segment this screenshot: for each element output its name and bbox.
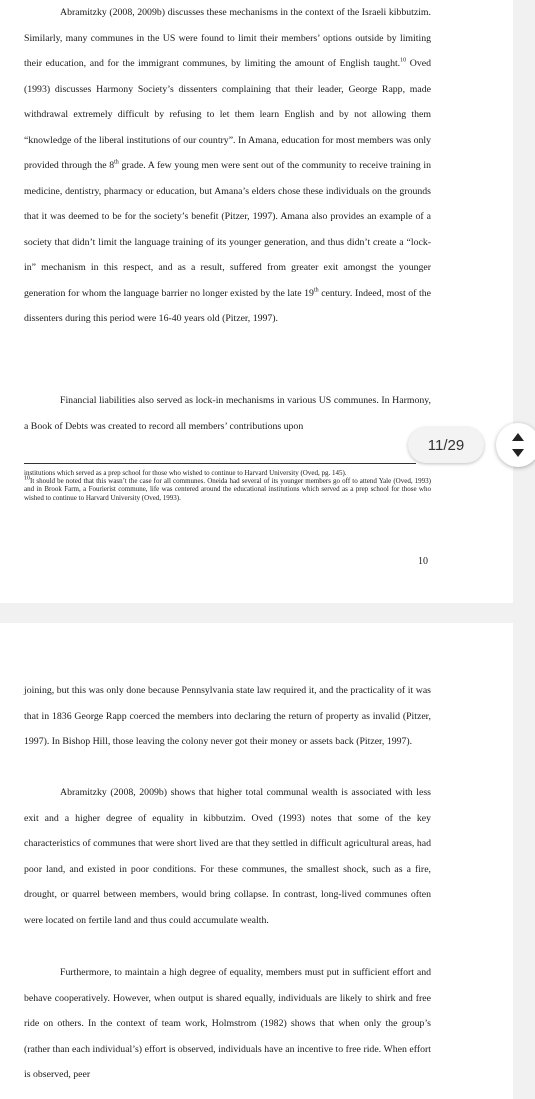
page-counter: 11/29: [408, 427, 484, 463]
body-paragraph: joining, but this was only done because Pennsylvania state law required it, and the practicality of it was that in 1836 George Rapp coerced the members into declaring the return of property as invalid (Pitzer, 1997). In Bishop Hill, those leaving the colony never got their money or assets back (Pitzer, 1997).: [24, 685, 431, 747]
body-paragraph: Abramitzky (2008, 2009b) shows that higher total communal wealth is associated with less exit and a higher degree of equality in kibbutzim. Oved (1993) notes that some of the key characteristics of communes that were short lived are that they settled in difficult agricultural areas, had poor land, and existed in poor conditions. For these communes, the smallest shock, such as a fire, drought, or quarrel between members, would bring collapse. In contrast, long-lived communes often were located on fertile land and thus could accumulate wealth.: [24, 787, 431, 926]
footnote-divider: [24, 463, 416, 464]
footnote-reference[interactable]: 10: [400, 57, 407, 64]
up-down-arrows-icon: [509, 432, 527, 458]
page-number: 10: [418, 556, 428, 567]
body-paragraph: Abramitzky (2008, 2009b) discusses these mechanisms in the context of the Israeli kibbutzim. Similarly, many communes in the US were found to limit their members’ options outside by limiting their education, and for the immigrant communes, by limiting the amount of English taught.$^{10}$ Oved (1993) discusses Harmony Society’s dissenters complaining that their leader, George Rapp, made withdrawal extremely difficult by refusing to let them learn English and by not allowing them “knowledge of the liberal institutions of our country”. In Amana, education for most members was only provided through the 8th grade. A few young men were sent out of the community to receive training in medicine, dentistry, pharmacy or education, but Amana’s elders chose these individuals on the grounds that it was deemed to be for the society’s benefit (Pitzer, 1997). Amana also provides an example of a society that didn’t limit the language training of its younger generation, and thus didn’t create a “lock-in” mechanism in this respect, and as a result, suffered from greater exit amongst the younger generation for whom the language barrier no longer existed by the late 19th century. Indeed, most of the dissenters during this period were 16-40 years old (Pitzer, 1997).: [24, 7, 431, 324]
footnotes: [24, 469, 431, 502]
page-11: [0, 623, 513, 1099]
body-paragraph: Furthermore, to maintain a high degree of equality, members must put in sufficient effort and behave cooperatively. However, when output is shared equally, individuals are likely to shirk and free ride on others. In the context of team work, Holmstrom (1982) shows that when only the group’s (rather than each individual’s) effort is observed, individuals have an incentive to free ride. When effort is observed, peer: [24, 967, 431, 1080]
body-paragraph: Financial liabilities also served as lock-in mechanisms in various US communes. In Harmony, a Book of Debts was created to record all members’ contributions upon: [24, 395, 431, 432]
footnote-10: $^{10}$It should be noted that this wasn’t the case for all communes. Oneida had several of its younger members go off to attend Yale (Oved, 1993) and in Brook Farm, a Fourierist commune, life was centered around the educational institutions which served as a prep school for those who wished to continue to Harvard University (Oved, 1993).: [24, 475, 431, 502]
footnote-continued: institutions which served as a prep school for those who wished to continue to Harvard University (Oved, pg. 145).: [24, 469, 347, 477]
fast-scroll-handle[interactable]: [496, 423, 535, 467]
